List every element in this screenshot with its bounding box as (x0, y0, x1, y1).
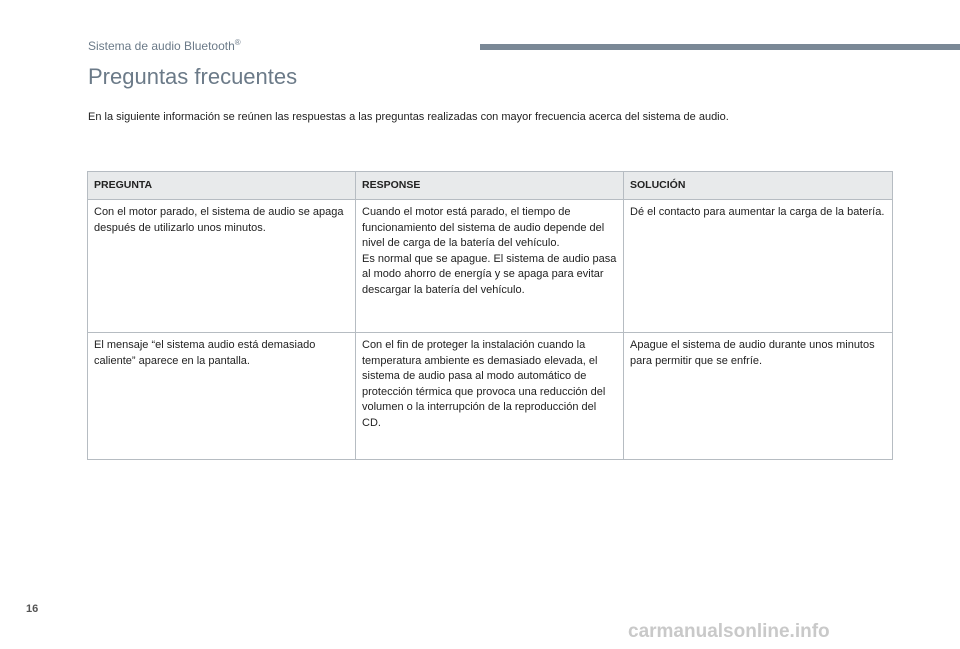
solution-cell: Dé el contacto para aumentar la carga de la batería. (624, 200, 893, 333)
table-row (88, 200, 893, 333)
section-header (88, 38, 241, 53)
response-cell (356, 333, 624, 460)
header-bar (480, 44, 960, 50)
table-header-row (88, 172, 893, 200)
header-question: PREGUNTA (88, 172, 356, 200)
response-paragraph: Es normal que se apague. El sistema de audio pasa al modo ahorro de energía y se apaga para evitar descargar la batería del vehículo. (362, 252, 617, 296)
response-paragraph: Con el fin de proteger la instalación cuando la temperatura ambiente es demasiado elevada, el sistema de audio pasa al modo automático de protección térmica que provoca una reducción del volumen o la interrupción de la reproducción del CD. (362, 339, 606, 429)
intro-text: En la siguiente información se reúnen las respuestas a las preguntas realizadas con mayor frecuencia acerca del sistema de audio. (88, 111, 729, 123)
header-solution: SOLUCIÓN (624, 172, 893, 200)
page-number: 16 (26, 603, 39, 615)
registered-mark: ® (234, 38, 241, 47)
solution-cell: Apague el sistema de audio durante unos minutos para permitir que se enfríe. (624, 333, 893, 460)
section-header-label: Sistema de audio Bluetooth (88, 39, 235, 53)
question-cell: Con el motor parado, el sistema de audio se apaga después de utilizarlo unos minutos. (88, 200, 356, 333)
header-response: RESPONSE (356, 172, 624, 200)
question-cell: El mensaje “el sistema audio está demasiado caliente” aparece en la pantalla. (88, 333, 356, 460)
watermark: carmanualsonline.info (628, 621, 830, 642)
response-cell (356, 200, 624, 333)
faq-table (87, 171, 893, 460)
table-row (88, 333, 893, 460)
response-paragraph: Cuando el motor está parado, el tiempo de funcionamiento del sistema de audio depende del nivel de carga de la batería del vehículo. (362, 206, 605, 249)
page-title: Preguntas frecuentes (88, 64, 298, 89)
